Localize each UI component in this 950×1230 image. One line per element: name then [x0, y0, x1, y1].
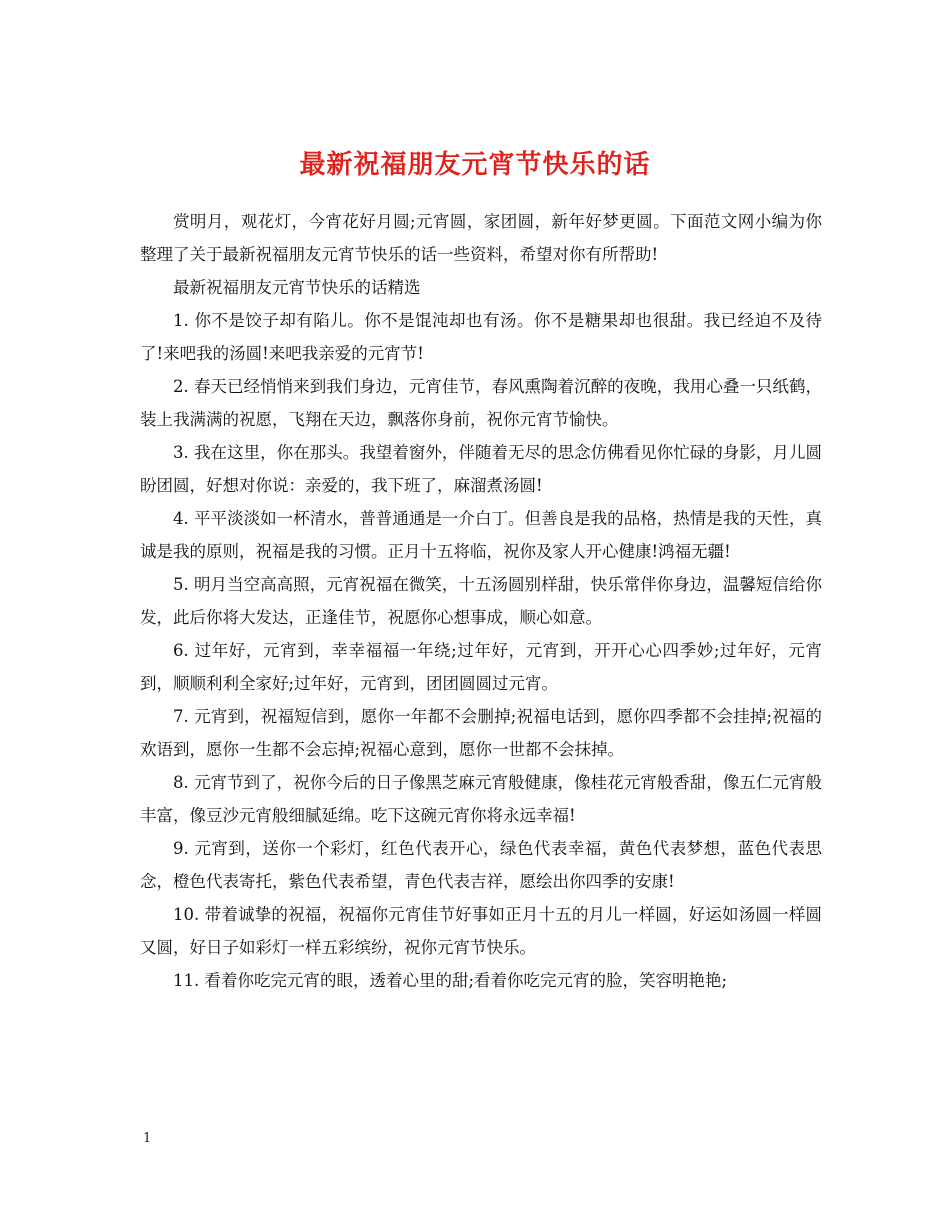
list-item: 4. 平平淡淡如一杯清水，普普通通是一介白丁。但善良是我的品格，热情是我的天性，真诚是我的原则，祝福是我的习惯。正月十五将临，祝你及家人开心健康!鸿福无疆! — [140, 509, 822, 561]
list-item: 8. 元宵节到了，祝你今后的日子像黑芝麻元宵般健康，像桂花元宵般香甜，像五仁元宵般丰富，像豆沙元宵般细腻延绵。吃下这碗元宵你将永远幸福! — [140, 773, 822, 825]
list-item: 9. 元宵到，送你一个彩灯，红色代表开心，绿色代表幸福，黄色代表梦想，蓝色代表思念，橙色代表寄托，紫色代表希望，青色代表吉祥，愿绘出你四季的安康! — [140, 839, 822, 891]
list-item: 1. 你不是饺子却有陷儿。你不是馄沌却也有汤。你不是糖果却也很甜。我已经迫不及待了!来吧我的汤圆!来吧我亲爱的元宵节! — [140, 311, 822, 363]
list-item: 10. 带着诚挚的祝福，祝福你元宵佳节好事如正月十五的月儿一样圆，好运如汤圆一样圆又圆，好日子如彩灯一样五彩缤纷，祝你元宵节快乐。 — [140, 905, 822, 957]
list-item: 2. 春天已经悄悄来到我们身边，元宵佳节，春风熏陶着沉醉的夜晚，我用心叠一只纸鹤，装上我满满的祝愿，飞翔在天边，飘落你身前，祝你元宵节愉快。 — [140, 377, 822, 429]
list-item: 11. 看着你吃完元宵的眼，透着心里的甜;看着你吃完元宵的脸，笑容明艳艳; — [173, 971, 728, 990]
list-item: 7. 元宵到，祝福短信到，愿你一年都不会删掉;祝福电话到，愿你四季都不会挂掉;祝福的欢语到，愿你一生都不会忘掉;祝福心意到，愿你一世都不会抹掉。 — [140, 707, 822, 759]
list-item: 6. 过年好，元宵到，幸幸福福一年绕;过年好，元宵到，开开心心四季妙;过年好，元宵到，顺顺利利全家好;过年好，元宵到，团团圆圆过元宵。 — [140, 641, 822, 693]
section-heading: 最新祝福朋友元宵节快乐的话精选 — [173, 278, 421, 297]
list-item: 3. 我在这里，你在那头。我望着窗外，伴随着无尽的思念仿佛看见你忙碌的身影，月儿圆盼团圆，好想对你说：亲爱的，我下班了，麻溜煮汤圆! — [140, 443, 822, 495]
list-item: 5. 明月当空高高照，元宵祝福在微笑，十五汤圆别样甜，快乐常伴你身边，温馨短信给你发，此后你将大发达，正逢佳节，祝愿你心想事成，顺心如意。 — [140, 575, 822, 627]
page-number: 1 — [143, 1131, 152, 1146]
intro-paragraph: 赏明月，观花灯，今宵花好月圆;元宵圆，家团圆，新年好梦更圆。下面范文网小编为你整理了关于最新祝福朋友元宵节快乐的话一些资料，希望对你有所帮助! — [140, 212, 822, 264]
document-title: 最新祝福朋友元宵节快乐的话 — [299, 150, 651, 181]
document-body — [140, 205, 822, 997]
